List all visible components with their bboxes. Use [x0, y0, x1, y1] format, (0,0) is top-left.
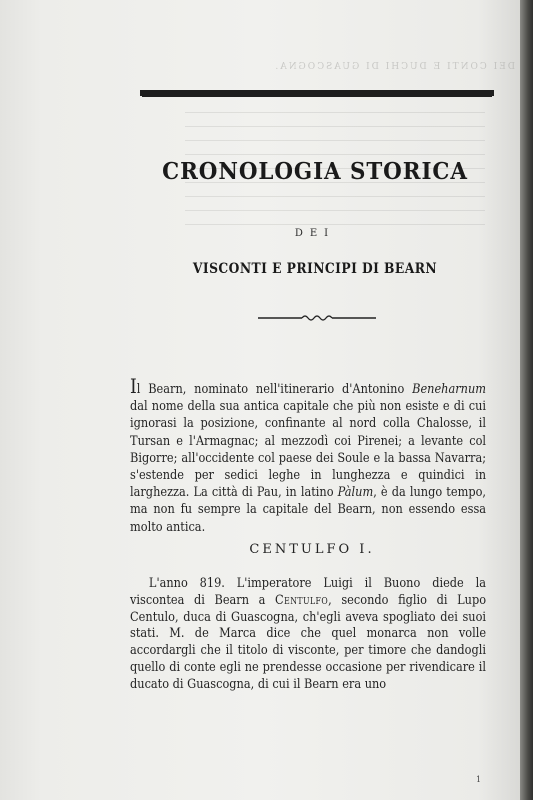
- intro-paragraph: [130, 374, 487, 536]
- chapter-heading: CENTULFO I.: [249, 542, 375, 557]
- bleed-through-running-header: DEI CONTI E DUCHI DI GUASCOGNA.: [273, 62, 515, 72]
- body-name-centulfo: Centulfo: [275, 592, 329, 608]
- body-text-a: L'anno 819. L'imperatore Luigi il Buono diede la viscontea di Bearn a: [130, 576, 487, 608]
- intro-text-c: , è da lungo tempo, ma non fu sempre la capitale del Bearn, non essendo essa molto antica.: [130, 485, 487, 535]
- intro-italic-palum: Pàlum: [337, 485, 374, 501]
- intro-text-a: l Bearn, nominato nell'itinerario d'Antonino: [136, 382, 413, 397]
- signature-mark: 1: [476, 775, 482, 784]
- page-title: CRONOLOGIA STORICA: [162, 158, 468, 185]
- page-subtitle: VISCONTI E PRINCIPI DI BEARN: [192, 261, 438, 277]
- body-text-b: , secondo figlio di Lupo Centulo, duca di Guascogna, ch'egli aveva spogliato dei suoi stati. M. de Marca dice che quel monarca non volle accordargli che il titolo di visconte, per timore che dandogli quello di conte egli ne prendesse occasione per rivendicare il ducato di Guascogna, di cui il Bearn era uno: [130, 592, 487, 692]
- intro-text-b: dal nome della sua antica capitale che più non esiste e di cui ignorasi la posizione, confinante al nord colla Chalosse, il Tursan e l'Armagnac; al mezzodì coi Pirenei; a levante col Bigorre; all'occidente col paese dei Soule e la bassa Navarra; s'estende per sedici leghe in lunghezza e quindici in larghezza. La città di Pau, in latino: [130, 399, 487, 501]
- initial-letter: I: [130, 374, 137, 398]
- body-paragraph: [130, 576, 486, 694]
- intro-italic-beneharnum: Beneharnum: [412, 382, 487, 397]
- ornament-divider-icon: [258, 313, 376, 323]
- top-rule: [140, 90, 494, 96]
- title-connector: DEI: [294, 228, 336, 239]
- page-edge-shadow: [520, 0, 533, 800]
